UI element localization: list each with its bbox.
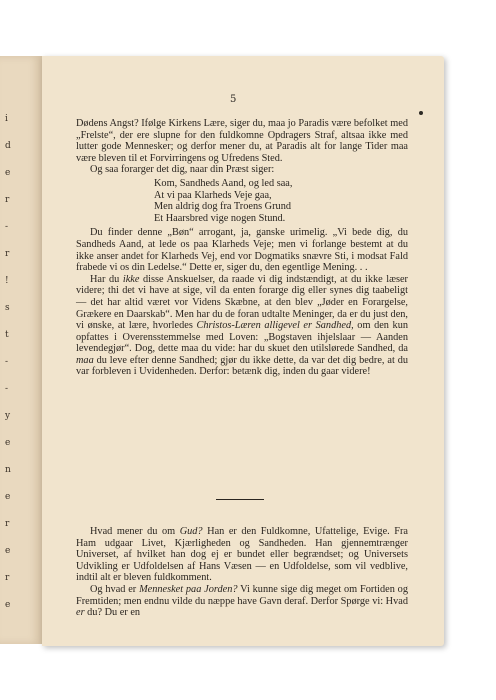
edge-character: n bbox=[5, 465, 11, 475]
edge-character: e bbox=[5, 438, 11, 448]
page-number: 5 bbox=[230, 94, 237, 105]
edge-character: r bbox=[5, 249, 10, 259]
paragraph bbox=[76, 584, 408, 619]
edge-character: e bbox=[5, 600, 11, 610]
left-page-edge bbox=[0, 56, 43, 644]
text-run: disse Anskuelser, da raade vi dig indstændigt, at du ikke læser videre; thi det vi have at sige, vil da enten forarge dig eller synes dig taabeligt — det har altid været vor Videns Skæbne, at den blev „Jøder en Forargelse, Grækere en Daarskab“. Men har du de foran udtalte Meninger, da er du just den, vi ønske, at lære, hvorledes bbox=[76, 273, 408, 332]
text-run: Har du bbox=[90, 273, 123, 285]
edge-character: r bbox=[5, 573, 10, 583]
edge-character: e bbox=[5, 546, 11, 556]
text-run: Hvad mener du om bbox=[90, 526, 180, 537]
edge-character: e bbox=[5, 168, 11, 178]
section-divider bbox=[216, 499, 264, 500]
edge-character: s bbox=[5, 303, 10, 313]
emphasis: er bbox=[76, 607, 85, 619]
paragraph: Dødens Angst? Ifølge Kirkens Lære, siger du, maa jo Paradis være befolket med „Frelste“, der ere slupne for den fuldkomne Opdragers Straf, altsaa ikke med lutter gode Mennesker; og derfor mener du, at Paradis alt for lange Tider maa være bleven til et Forvirringens og Ufredens Sted. bbox=[76, 118, 408, 164]
edge-character: e bbox=[5, 492, 11, 502]
edge-character: - bbox=[5, 357, 9, 367]
text-run: Han er den Fuldkomne, Ufattelige, Evige. Fra Ham udgaar Livet, Kjærligheden og Sandheden. Han gjennemtrænger Universet, af hvilket han dog ej er bundet eller begrændset; og Universets Udvikling er Udfoldelsen af Hans Væsen — en Udfoldelse, som vil vedblive, indtil alt er bleven fuldkomment. bbox=[76, 526, 408, 584]
text-block-upper bbox=[76, 118, 408, 378]
edge-character: r bbox=[5, 195, 10, 205]
edge-character: r bbox=[5, 519, 10, 529]
edge-character: d bbox=[5, 141, 11, 151]
paragraph: Du finder denne „Bøn“ arrogant, ja, ganske urimelig. „Vi bede dig, du Sandheds Aand, at lede os paa Klarheds Veje; men vi forlange bestemt at du ikke anser andet for Klarheds Vej, end vor Dogmatiks snævre Sti, i modsat Fald frabede vi os din Ledelse.“ Dette er, siger du, den egentlige Mening. . . bbox=[76, 227, 408, 274]
book-page bbox=[42, 56, 444, 646]
edge-character: t bbox=[5, 330, 9, 340]
edge-character: - bbox=[5, 384, 9, 394]
ink-dot bbox=[419, 111, 423, 115]
text-run: du? Du er en bbox=[84, 607, 141, 619]
edge-character: - bbox=[5, 222, 9, 232]
verse-line: Men aldrig dog fra Troens Grund bbox=[154, 201, 291, 213]
verse-line: Et Haarsbred vige nogen Stund. bbox=[154, 212, 286, 224]
paragraph: Og saa forarger det dig, naar din Præst siger: bbox=[90, 164, 275, 176]
text-run: om den kun opfattes i Overensstemmelse med Loven: „Bogstaven ihjelslaar — Aanden levendegjør“. Dog, dette maa du vide: har du skuet den utilslørede Sandhed, da bbox=[76, 320, 408, 355]
verse-line: Kom, Sandheds Aand, og led saa, bbox=[154, 177, 293, 189]
edge-character: ! bbox=[5, 276, 9, 286]
edge-character: i bbox=[5, 114, 8, 124]
paragraph bbox=[76, 526, 408, 584]
emphasis: Christos-Læren alligevel er Sandhed, bbox=[196, 320, 354, 332]
verse-line: At vi paa Klarheds Veje gaa, bbox=[154, 189, 272, 201]
paragraph bbox=[76, 274, 408, 378]
emphasis: Mennesket paa Jorden? bbox=[139, 583, 238, 595]
emphasis: Gud? bbox=[179, 526, 203, 537]
text-run: Vi kunne sige dig meget om Fortiden og Fremtiden; men endnu vilde du næppe have Gavn deraf. Derfor Spørge vi: Hvad bbox=[76, 583, 408, 607]
hymn-verse bbox=[154, 178, 408, 224]
text-block-lower bbox=[76, 526, 408, 619]
text-run: Og hvad er bbox=[90, 583, 140, 595]
emphasis: maa bbox=[76, 354, 94, 366]
edge-character: y bbox=[5, 411, 11, 421]
emphasis: ikke bbox=[122, 273, 140, 285]
text-run: du leve efter denne Sandhed; gjør du ikke dette, da var det dig bedre, at du var forbleven i Uvidenheden. Derfor: betænk dig, inden du gaar videre! bbox=[76, 354, 408, 378]
